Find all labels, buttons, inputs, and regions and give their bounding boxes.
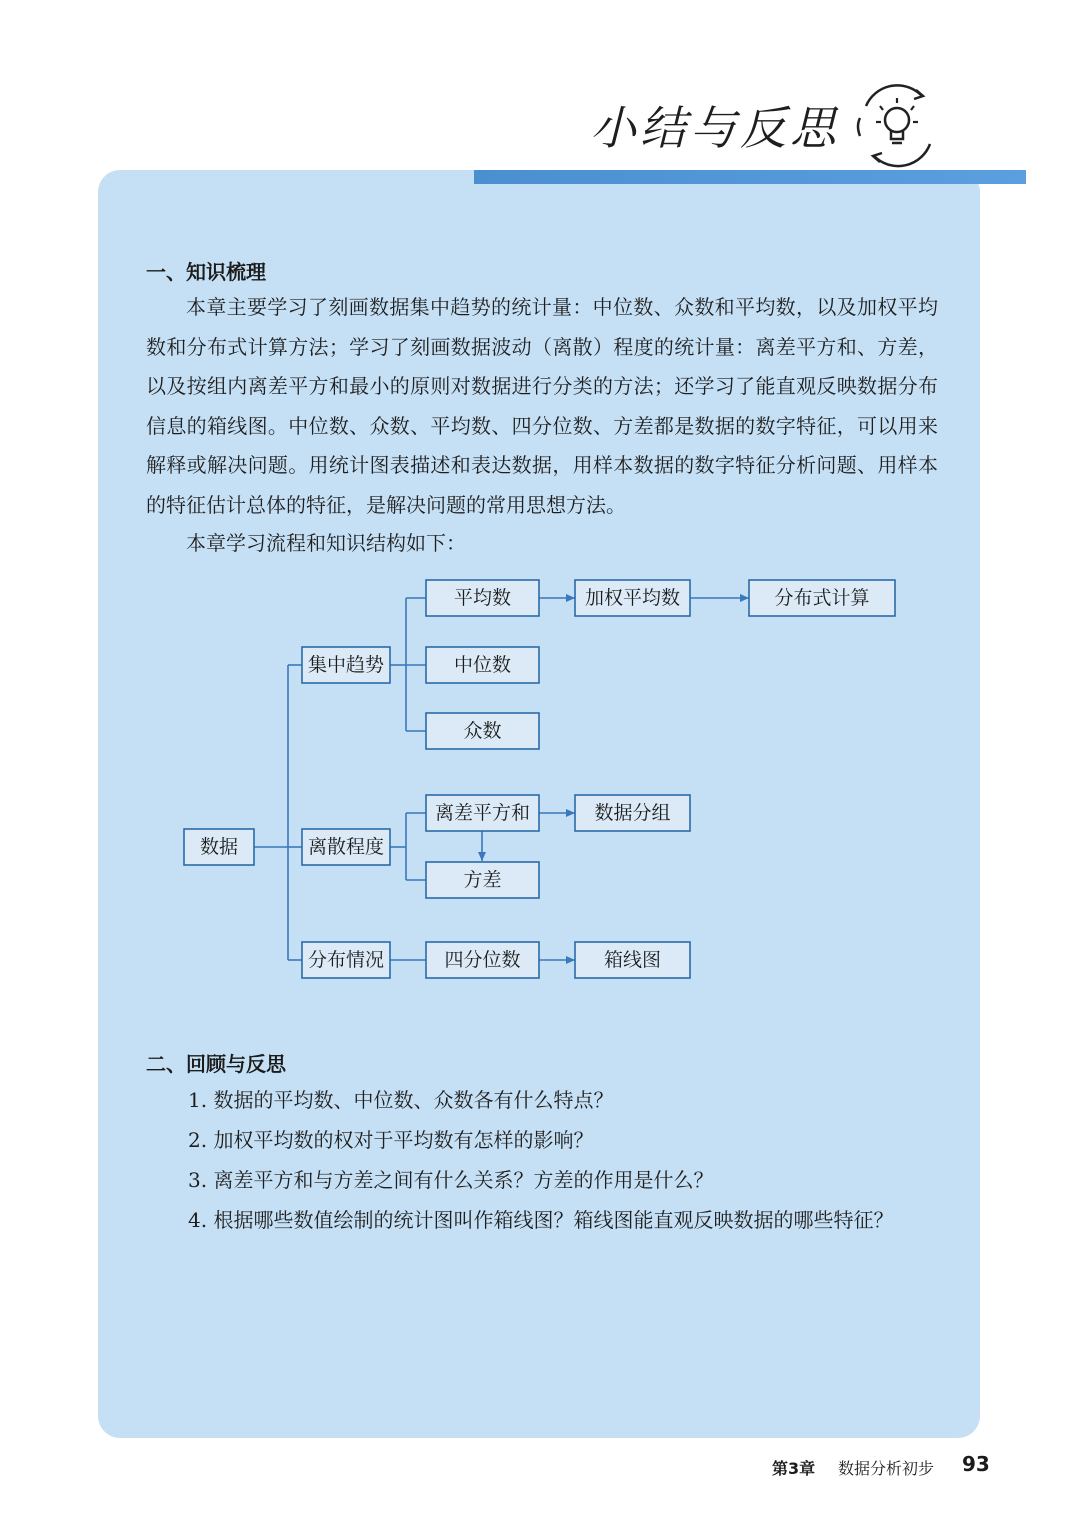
question-1: 1. 数据的平均数、中位数、众数各有什么特点？: [188, 1088, 614, 1112]
diagram-intro: 本章学习流程和知识结构如下：: [186, 531, 466, 555]
node-mode-label: 众数: [463, 720, 502, 742]
node-sum-sq-dev-label: 离差平方和: [434, 802, 531, 824]
node-dispersion-label: 离散程度: [307, 836, 385, 858]
node-distribution-label: 分布情况: [307, 949, 385, 971]
node-data-label: 数据: [199, 836, 239, 858]
node-weighted-mean-label: 加权平均数: [584, 587, 681, 609]
section-heading-review: 二、回顾与反思: [146, 1052, 286, 1076]
footer-chapter-name: 数据分析初步: [838, 1459, 935, 1478]
footer-page-number: 93: [962, 1452, 990, 1476]
node-distributed-calc-label: 分布式计算: [774, 587, 870, 609]
node-quartile-label: 四分位数: [444, 949, 521, 971]
page-title: 小结与反思: [590, 101, 840, 155]
node-median-label: 中位数: [453, 654, 512, 676]
section-heading-knowledge: 一、知识梳理: [146, 260, 266, 284]
question-4: 4. 根据哪些数值绘制的统计图叫作箱线图？箱线图能直观反映数据的哪些特征？: [188, 1208, 894, 1232]
question-2: 2. 加权平均数的权对于平均数有怎样的影响？: [188, 1128, 594, 1152]
footer-chapter-number: 第3章: [772, 1459, 816, 1478]
node-data-grouping-label: 数据分组: [594, 802, 671, 824]
node-variance-label: 方差: [463, 869, 502, 891]
node-boxplot-label: 箱线图: [603, 949, 662, 971]
node-central-tendency-label: 集中趋势: [307, 654, 385, 676]
node-mean-label: 平均数: [453, 587, 512, 609]
question-3: 3. 离差平方和与方差之间有什么关系？方差的作用是什么？: [188, 1168, 714, 1192]
summary-paragraph: 本章主要学习了刻画数据集中趋势的统计量：中位数、众数和平均数，以及加权平均数和分布式计算方法；学习了刻画数据波动（离散）程度的统计量：离差平方和、方差，以及按组内离差平方和最小的原则对数据进行分类的方法；还学习了能直观反映数据分布信息的箱线图。中位数、众数、平均数、四分位数、方差都是数据的数字特征，可以用来解释或解决问题。用统计图表描述和表达数据，用样本数据的数字特征分析问题、用样本的特征估计总体的特征，是解决问题的常用思想方法。: [146, 295, 938, 517]
